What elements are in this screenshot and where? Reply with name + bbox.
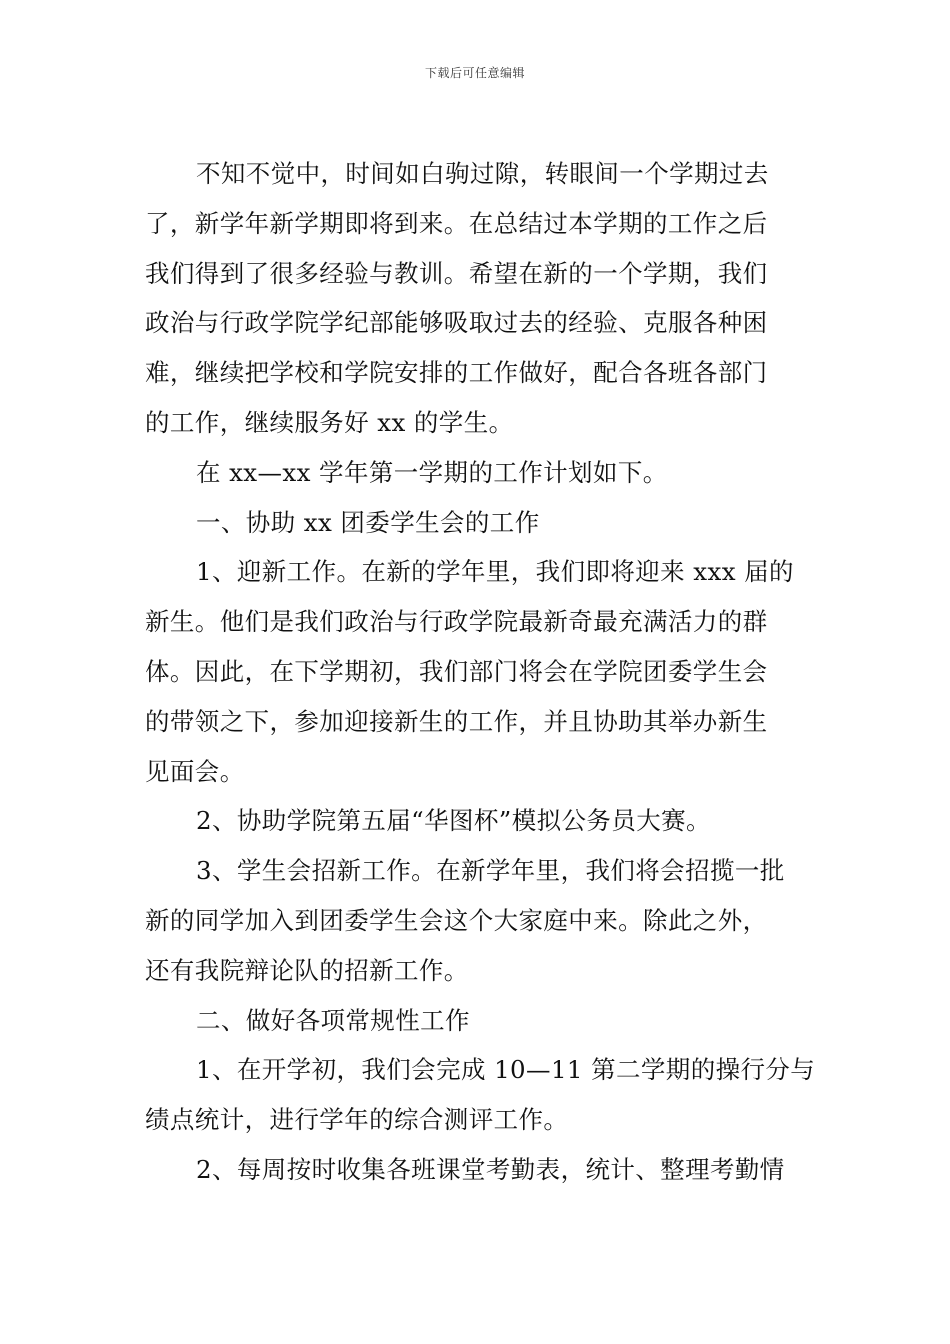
document-body [145, 149, 816, 1195]
text-line: 1、在开学初，我们会完成 10—11 第二学期的操行分与 [196, 1055, 816, 1085]
text-line: 新的同学加入到团委学生会这个大家庭中来。除此之外， [145, 905, 768, 935]
text-line: 绩点统计，进行学年的综合测评工作。 [145, 1105, 569, 1135]
text-line: 难，继续把学校和学院安排的工作做好，配合各班各部门 [145, 358, 768, 388]
text-line: 新生。他们是我们政治与行政学院最新奇最充满活力的群 [145, 607, 768, 637]
text-line: 3、学生会招新工作。在新学年里，我们将会招揽一批 [196, 856, 785, 886]
text-line: 了，新学年新学期即将到来。在总结过本学期的工作之后 [145, 208, 768, 238]
text-line: 体。因此，在下学期初，我们部门将会在学院团委学生会 [145, 656, 768, 686]
text-line: 的工作，继续服务好 xx 的学生。 [145, 407, 514, 437]
text-line: 在 xx—xx 学年第一学期的工作计划如下。 [196, 457, 668, 487]
section-heading: 一、协助 xx 团委学生会的工作 [196, 507, 540, 537]
text-line: 还有我院辩论队的招新工作。 [145, 955, 469, 985]
section-heading: 二、做好各项常规性工作 [196, 1005, 470, 1035]
text-line: 2、每周按时收集各班课堂考勤表，统计、整理考勤情 [196, 1154, 785, 1184]
text-line: 我们得到了很多经验与教训。希望在新的一个学期，我们 [145, 258, 768, 288]
text-line: 的带领之下，参加迎接新生的工作，并且协助其举办新生 [145, 706, 768, 736]
text-line: 见面会。 [145, 756, 245, 786]
text-line: 1、迎新工作。在新的学年里，我们即将迎来 xxx 届的 [196, 557, 794, 587]
text-line: 不知不觉中，时间如白驹过隙，转眼间一个学期过去 [196, 159, 769, 188]
text-line: 2、协助学院第五届“华图杯”模拟公务员大赛。 [196, 806, 711, 836]
text-line: 政治与行政学院学纪部能够吸取过去的经验、克服各种困 [145, 308, 768, 338]
page-header: 下载后可任意编辑 [424, 66, 525, 80]
